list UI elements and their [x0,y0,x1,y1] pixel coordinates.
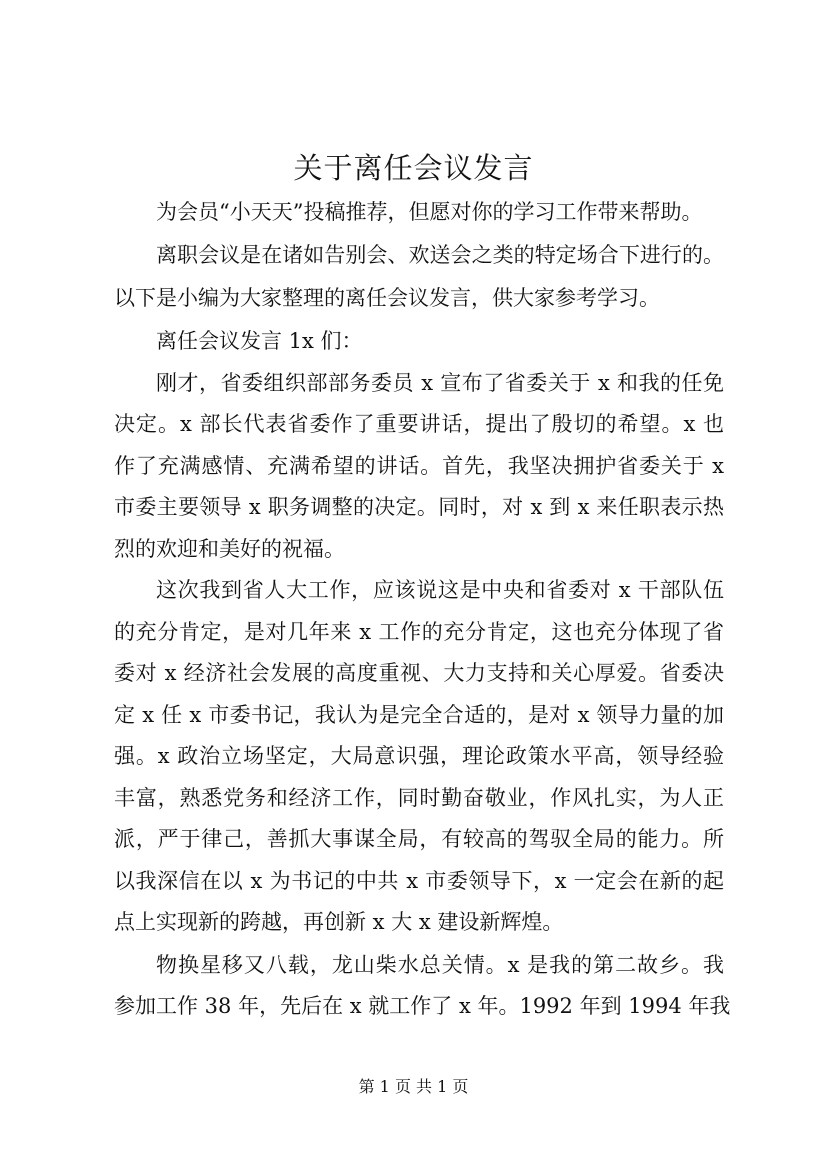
text-line: 定 x 任 x 市委书记，我认为是完全合适的，是对 x 领导力量的加 [114,703,724,727]
text-line: 决定。x 部长代表省委作了重要讲话，提出了殷切的希望。x 也 [114,412,724,436]
text-line: 以下是小编为大家整理的离任会议发言，供大家参考学习。 [114,286,660,310]
page-number-footer: 第 1 页 共 1 页 [358,1077,469,1096]
text-line: 作了充满感情、充满希望的讲话。首先，我坚决拥护省委关于 x [114,454,724,478]
text-line: 物换星移又八载，龙山柴水总关情。x 是我的第二故乡。我 [156,953,724,977]
document-title: 关于离任会议发言 [293,151,534,185]
text-line: 刚才，省委组织部部务委员 x 宣布了省委关于 x 和我的任免 [156,371,724,395]
text-line: 离任会议发言 1x 们： [156,329,363,353]
text-line: 烈的欢迎和美好的祝福。 [114,537,345,561]
text-line: 参加工作 38 年，先后在 x 就工作了 x 年。1992 年到 1994 年我 [114,994,731,1018]
text-line: 以我深信在以 x 为书记的中共 x 市委领导下，x 一定会在新的起 [114,869,724,893]
text-line: 为会员“小天天”投稿推荐，但愿对你的学习工作带来帮助。 [156,200,703,224]
text-line: 派，严于律己，善抓大事谋全局，有较高的驾驭全局的能力。所 [114,827,724,851]
text-line: 离职会议是在诸如告别会、欢送会之类的特定场合下进行的。 [156,243,724,267]
text-line: 市委主要领导 x 职务调整的决定。同时，对 x 到 x 来任职表示热 [114,495,724,519]
text-line: 强。x 政治立场坚定，大局意识强，理论政策水平高，领导经验 [114,744,724,768]
text-line: 点上实现新的跨越，再创新 x 大 x 建设新辉煌。 [114,910,564,934]
text-line: 丰富，熟悉党务和经济工作，同时勤奋敬业，作风扎实，为人正 [114,786,724,810]
text-line: 委对 x 经济社会发展的高度重视、大力支持和关心厚爱。省委决 [114,661,724,685]
text-line: 这次我到省人大工作，应该说这是中央和省委对 x 干部队伍 [156,578,724,602]
text-line: 的充分肯定，是对几年来 x 工作的充分肯定，这也充分体现了省 [114,620,724,644]
